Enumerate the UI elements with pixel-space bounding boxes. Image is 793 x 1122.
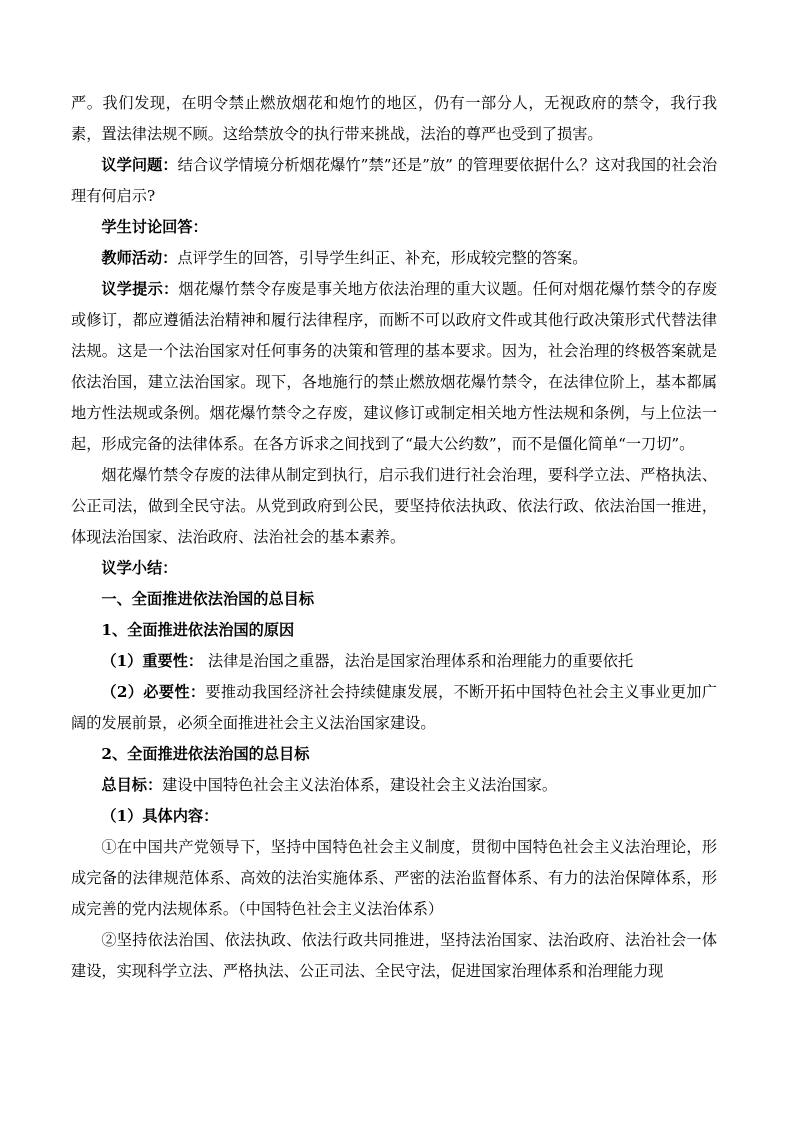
paragraph-question	[71, 150, 717, 212]
paragraph-importance	[71, 646, 717, 677]
paragraph-overall-goal	[71, 770, 717, 801]
paragraph-specific-content-heading	[71, 801, 717, 832]
paragraph-text: 建设中国特色社会主义法治体系，建设社会主义法治国家。	[162, 776, 558, 794]
paragraph-item-1	[71, 832, 717, 925]
paragraph-text: 结合议学情境分析烟花爆竹”禁”还是”放” 的管理要依据什么？这对我国的社会治理有何启示?	[71, 156, 718, 205]
paragraph-text: 烟花爆竹禁令存废是事关地方依法治理的重大议题。任何对烟花爆竹禁令的存废或修订，都应遵循法治精神和履行法律程序，而断不可以政府文件或其他行政决策形式代替法律法规。这是一个法治国家对任何事务的决策和管理的基本要求。因为，社会治理的终极答案就是依法治国，建立法治国家。现下，各地施行的禁止燃放烟花爆竹禁令，在法律位阶上，基本都属地方性法规或条例。烟花爆竹禁令之存废，建议修订或制定相关地方性法规和条例，与上位法一起，形成完备的法律体系。在各方诉求之间找到了“最大公约数”，而不是僵化简单“一刀切”。	[71, 280, 718, 453]
paragraph-summary-heading	[71, 553, 717, 584]
paragraph-text: 严。我们发现，在明令禁止燃放烟花和炮竹的地区，仍有一部分人，无视政府的禁令，我行我素，置法律法规不顾。这给禁放令的执行带来挑战，法治的尊严也受到了损害。	[71, 94, 717, 143]
heading-level-2	[71, 615, 717, 646]
paragraph-text: 点评学生的回答，引导学生纠正、补充，形成较完整的答案。	[177, 249, 588, 267]
paragraph-text: ①在中国共产党领导下，坚持中国特色社会主义制度，贯彻中国特色社会主义法治理论，形成完备的法律规范体系、高效的法治实施体系、严密的法治监督体系、有力的法治保障体系，形成完善的党内法规体系。（中国特色社会主义法治体系）	[71, 838, 717, 918]
heading-level-2	[71, 739, 717, 770]
paragraph-student-discussion	[71, 212, 717, 243]
section-label: 议学问题：	[101, 156, 178, 174]
paragraph-item-2	[71, 925, 717, 987]
section-label: 议学小结：	[101, 559, 178, 577]
paragraph-text: 烟花爆竹禁令存废的法律从制定到执行，启示我们进行社会治理，要科学立法、严格执法、公正司法，做到全民守法。从党到政府到公民，要坚持依法执政、依法行政、依法治国一推进，体现法治国家、法治政府、法治社会的基本素养。	[71, 466, 717, 546]
heading-text: 2、全面推进依法治国的总目标	[101, 745, 310, 763]
paragraph-text: 法律是治国之重器，法治是国家治理体系和治理能力的重要依托	[203, 652, 634, 670]
section-label: 议学提示：	[101, 280, 179, 298]
heading-text: 1、全面推进依法治国的原因	[101, 621, 295, 639]
section-label: 总目标：	[101, 776, 163, 794]
section-label: 教师活动：	[101, 249, 178, 267]
section-label: （1）具体内容：	[101, 807, 219, 825]
section-label: （1）重要性：	[101, 652, 204, 670]
heading-text: 一、全面推进依法治国的总目标	[101, 590, 315, 608]
paragraph-inspiration	[71, 460, 717, 553]
section-label: （2）必要性：	[101, 683, 206, 701]
paragraph-text: ②坚持依法治国、依法执政、依法行政共同推进，坚持法治国家、法治政府、法治社会一体建设，实现科学立法、严格执法、公正司法、全民守法，促进国家治理体系和治理能力现	[71, 931, 717, 980]
paragraph-continuation	[71, 88, 717, 150]
paragraph-text: 要推动我国经济社会持续健康发展，不断开拓中国特色社会主义事业更加广阔的发展前景，必须全面推进社会主义法治国家建设。	[71, 683, 717, 732]
section-label: 学生讨论回答：	[101, 218, 208, 236]
paragraph-necessity	[71, 677, 717, 739]
heading-level-1	[71, 584, 717, 615]
paragraph-hint	[71, 274, 717, 460]
paragraph-teacher-activity	[71, 243, 717, 274]
